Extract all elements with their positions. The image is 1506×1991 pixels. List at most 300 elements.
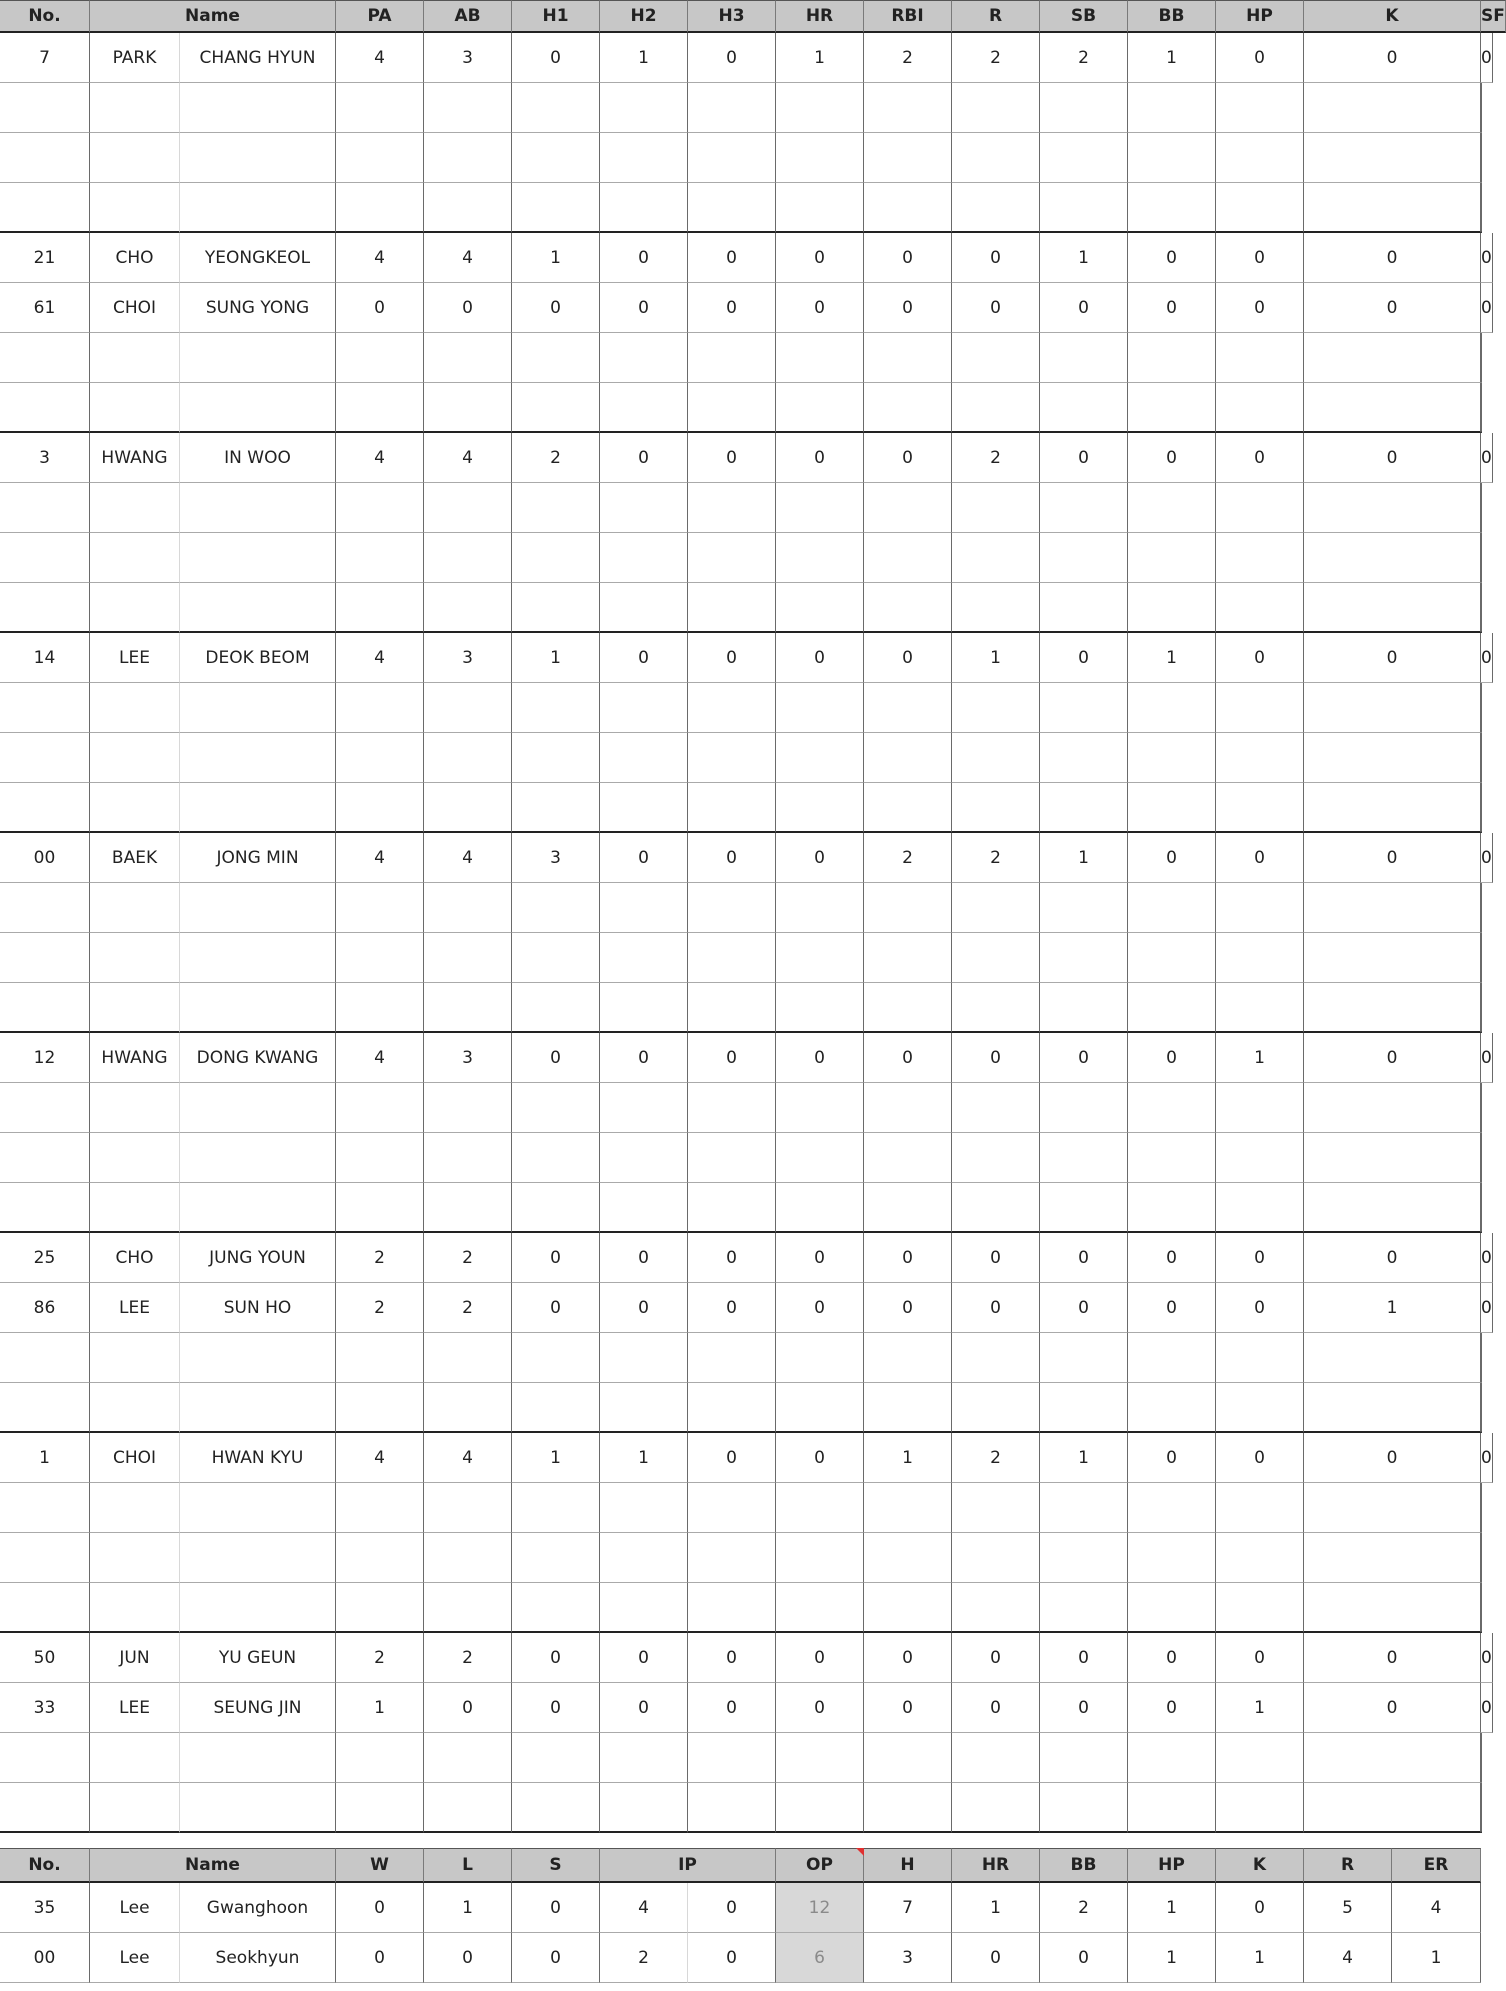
stat-hp: 0 — [1216, 283, 1304, 333]
stat-pa — [336, 583, 424, 633]
stat-pa — [336, 1333, 424, 1383]
stat-h2 — [600, 1733, 688, 1783]
stat-h1: 0 — [512, 1033, 600, 1083]
stat-ab — [424, 1133, 512, 1183]
player-last-name — [90, 583, 180, 633]
stat-r — [952, 133, 1040, 183]
stat-bb — [1128, 183, 1216, 233]
stat-hp — [1216, 1583, 1304, 1633]
stat-hr — [776, 1483, 864, 1533]
stat-hr — [776, 83, 864, 133]
stat-h2 — [600, 1783, 688, 1833]
player-last-name: CHO — [90, 1233, 180, 1283]
player-last-name: LEE — [90, 633, 180, 683]
stat-bb — [1128, 1183, 1216, 1233]
stat-r — [952, 1183, 1040, 1233]
stat-sb: 0 — [1040, 1283, 1128, 1333]
stat-rbi — [864, 1183, 952, 1233]
player-first-name — [180, 1133, 336, 1183]
stat-sf: 0 — [1481, 1683, 1493, 1733]
stat-h2 — [600, 883, 688, 933]
stat-r — [952, 1483, 1040, 1533]
stat-hr — [776, 533, 864, 583]
stat-h2: 0 — [600, 1683, 688, 1733]
stat-hr — [776, 333, 864, 383]
stat-s: 0 — [512, 1933, 600, 1983]
player-last-name — [90, 783, 180, 833]
stat-h2 — [600, 1533, 688, 1583]
stat-hr — [776, 1383, 864, 1433]
stat-h1 — [512, 183, 600, 233]
stat-sb: 0 — [1040, 1233, 1128, 1283]
stat-pa — [336, 333, 424, 383]
stat-ab — [424, 1533, 512, 1583]
stat-hp — [1216, 733, 1304, 783]
stat-ab — [424, 533, 512, 583]
stat-r — [952, 383, 1040, 433]
stat-ab — [424, 383, 512, 433]
header-k: K — [1304, 0, 1481, 33]
stat-ab — [424, 983, 512, 1033]
stat-pa — [336, 1533, 424, 1583]
stat-sf: 0 — [1481, 1233, 1493, 1283]
stat-k — [1304, 333, 1481, 383]
stat-h1 — [512, 1583, 600, 1633]
stat-rbi — [864, 533, 952, 583]
stat-ip-full: 2 — [600, 1933, 688, 1983]
player-number — [0, 733, 90, 783]
stat-h3: 0 — [688, 1633, 776, 1683]
stat-sb — [1040, 883, 1128, 933]
player-first-name — [180, 683, 336, 733]
stat-bb: 0 — [1128, 833, 1216, 883]
stat-ab — [424, 1083, 512, 1133]
stat-sb — [1040, 1583, 1128, 1633]
stat-k — [1304, 683, 1481, 733]
stat-rbi — [864, 1083, 952, 1133]
stat-sf — [1481, 133, 1482, 183]
stat-bb — [1128, 783, 1216, 833]
stat-h3 — [688, 183, 776, 233]
stat-k: 0 — [1304, 283, 1481, 333]
stat-hp: 0 — [1216, 1283, 1304, 1333]
stat-hp — [1216, 983, 1304, 1033]
stat-pa — [336, 533, 424, 583]
stat-sf: 0 — [1481, 833, 1493, 883]
player-number — [0, 1183, 90, 1233]
pitching-header-hp: HP — [1128, 1848, 1216, 1883]
stat-k — [1304, 883, 1481, 933]
stat-ab: 0 — [424, 1683, 512, 1733]
player-number — [0, 883, 90, 933]
player-number: 00 — [0, 833, 90, 883]
player-last-name — [90, 1583, 180, 1633]
player-first-name — [180, 1783, 336, 1833]
stat-hr: 0 — [776, 633, 864, 683]
stat-k — [1304, 783, 1481, 833]
stat-hp — [1216, 333, 1304, 383]
player-last-name — [90, 733, 180, 783]
stat-rbi: 0 — [864, 1683, 952, 1733]
player-number — [0, 1783, 90, 1833]
stat-ab: 4 — [424, 433, 512, 483]
stat-h1: 3 — [512, 833, 600, 883]
stat-h3 — [688, 133, 776, 183]
stat-rbi: 0 — [864, 1033, 952, 1083]
pitching-header-ip: IP — [600, 1848, 776, 1883]
pitching-header-hr: HR — [952, 1848, 1040, 1883]
stat-pa — [336, 683, 424, 733]
stat-h3: 0 — [688, 1283, 776, 1333]
stat-pa — [336, 1383, 424, 1433]
stat-hr — [776, 983, 864, 1033]
stat-pa: 4 — [336, 233, 424, 283]
stat-bb: 2 — [1040, 1883, 1128, 1933]
stat-h1: 0 — [512, 283, 600, 333]
stat-sf — [1481, 1183, 1482, 1233]
header-name: Name — [90, 0, 336, 33]
stat-hr: 1 — [952, 1883, 1040, 1933]
stat-h3 — [688, 783, 776, 833]
stat-rbi — [864, 333, 952, 383]
player-first-name — [180, 1483, 336, 1533]
stat-hp — [1216, 1183, 1304, 1233]
stat-sb — [1040, 1133, 1128, 1183]
stat-rbi — [864, 1383, 952, 1433]
stat-sb — [1040, 83, 1128, 133]
stat-bb: 1 — [1128, 633, 1216, 683]
stat-rbi — [864, 883, 952, 933]
stat-h1 — [512, 483, 600, 533]
stat-sf: 0 — [1481, 233, 1493, 283]
stat-r — [952, 583, 1040, 633]
stat-l: 0 — [424, 1933, 512, 1983]
stat-h2: 0 — [600, 1233, 688, 1283]
stat-sf — [1481, 583, 1482, 633]
stat-hp: 1 — [1216, 1033, 1304, 1083]
stat-pa — [336, 783, 424, 833]
player-number — [0, 1733, 90, 1783]
stat-ab — [424, 1483, 512, 1533]
stat-h2: 1 — [600, 1433, 688, 1483]
player-number: 33 — [0, 1683, 90, 1733]
stat-h1: 1 — [512, 633, 600, 683]
player-first-name — [180, 983, 336, 1033]
stat-h1 — [512, 933, 600, 983]
stat-ab: 2 — [424, 1633, 512, 1683]
player-number — [0, 933, 90, 983]
stat-k — [1304, 1733, 1481, 1783]
stat-hr — [776, 933, 864, 983]
stat-k — [1304, 1783, 1481, 1833]
stat-hr — [776, 133, 864, 183]
player-last-name: BAEK — [90, 833, 180, 883]
stat-sf — [1481, 1383, 1482, 1433]
stat-h2: 0 — [600, 1033, 688, 1083]
player-last-name: CHOI — [90, 283, 180, 333]
stat-rbi — [864, 1133, 952, 1183]
player-first-name: SUNG YONG — [180, 283, 336, 333]
stat-h2 — [600, 733, 688, 783]
stat-pa — [336, 83, 424, 133]
stat-r — [952, 883, 1040, 933]
stat-hp — [1216, 883, 1304, 933]
stat-pa: 0 — [336, 283, 424, 333]
stat-bb — [1128, 1333, 1216, 1383]
stat-sb: 1 — [1040, 833, 1128, 883]
stat-bb — [1128, 1083, 1216, 1133]
stat-bb: 0 — [1128, 1683, 1216, 1733]
stat-ab — [424, 583, 512, 633]
stat-sf — [1481, 83, 1482, 133]
player-first-name: YU GEUN — [180, 1633, 336, 1683]
player-number — [0, 683, 90, 733]
stat-rbi — [864, 1583, 952, 1633]
stat-ab — [424, 1583, 512, 1633]
stat-hp: 0 — [1216, 833, 1304, 883]
player-first-name — [180, 533, 336, 583]
stat-rbi — [864, 183, 952, 233]
stat-rbi — [864, 583, 952, 633]
stat-h2 — [600, 183, 688, 233]
stat-h1: 0 — [512, 1633, 600, 1683]
stat-h2 — [600, 483, 688, 533]
stat-pa — [336, 383, 424, 433]
stat-sb: 0 — [1040, 1683, 1128, 1733]
stat-sb — [1040, 933, 1128, 983]
stat-ab — [424, 483, 512, 533]
player-last-name — [90, 933, 180, 983]
stat-rbi — [864, 483, 952, 533]
stat-k — [1304, 483, 1481, 533]
stat-hp: 1 — [1216, 1683, 1304, 1733]
stat-pa — [336, 933, 424, 983]
stat-r — [952, 1583, 1040, 1633]
stat-sb: 0 — [1040, 1033, 1128, 1083]
stat-h2 — [600, 1133, 688, 1183]
stat-hp — [1216, 583, 1304, 633]
stat-h1 — [512, 1783, 600, 1833]
stat-h1: 1 — [512, 233, 600, 283]
stat-bb — [1128, 1133, 1216, 1183]
stat-pa — [336, 883, 424, 933]
stat-pa: 4 — [336, 433, 424, 483]
player-number: 3 — [0, 433, 90, 483]
header-ab: AB — [424, 0, 512, 33]
pitching-header-name: Name — [90, 1848, 336, 1883]
stat-h1 — [512, 1133, 600, 1183]
stat-r: 0 — [952, 1233, 1040, 1283]
stat-rbi — [864, 383, 952, 433]
stat-hp — [1216, 83, 1304, 133]
stat-bb — [1128, 533, 1216, 583]
pitcher-first-name: Gwanghoon — [180, 1883, 336, 1933]
stat-sb — [1040, 1333, 1128, 1383]
stat-r: 0 — [952, 1633, 1040, 1683]
stat-pa — [336, 1783, 424, 1833]
stat-k: 0 — [1304, 33, 1481, 83]
stat-pa: 4 — [336, 1433, 424, 1483]
stat-bb — [1128, 883, 1216, 933]
player-last-name — [90, 333, 180, 383]
stat-h1: 1 — [512, 1433, 600, 1483]
stat-h2 — [600, 1383, 688, 1433]
player-first-name: JUNG YOUN — [180, 1233, 336, 1283]
stat-h1 — [512, 733, 600, 783]
stat-r — [952, 533, 1040, 583]
stat-k — [1304, 1333, 1481, 1383]
stat-rbi: 0 — [864, 433, 952, 483]
stat-sf — [1481, 1133, 1482, 1183]
stat-h3 — [688, 933, 776, 983]
stat-r: 0 — [952, 233, 1040, 283]
player-last-name — [90, 683, 180, 733]
stat-ab — [424, 183, 512, 233]
stat-bb: 0 — [1040, 1933, 1128, 1983]
stat-sb — [1040, 533, 1128, 583]
player-number: 7 — [0, 33, 90, 83]
stat-sf: 0 — [1481, 633, 1493, 683]
stat-ab: 3 — [424, 33, 512, 83]
stat-h3 — [688, 1583, 776, 1633]
player-last-name — [90, 1733, 180, 1783]
stat-hr — [776, 1783, 864, 1833]
stat-r — [952, 933, 1040, 983]
player-last-name — [90, 883, 180, 933]
stat-ip-fraction: 0 — [688, 1933, 776, 1983]
stat-ab — [424, 1733, 512, 1783]
stat-k — [1304, 933, 1481, 983]
stat-ip-full: 4 — [600, 1883, 688, 1933]
stat-h1 — [512, 783, 600, 833]
stat-ab — [424, 883, 512, 933]
player-number — [0, 533, 90, 583]
header-rbi: RBI — [864, 0, 952, 33]
player-number: 21 — [0, 233, 90, 283]
player-last-name — [90, 183, 180, 233]
stat-k — [1304, 83, 1481, 133]
stat-hr: 0 — [776, 1233, 864, 1283]
stat-bb — [1128, 1733, 1216, 1783]
stat-hp: 1 — [1128, 1933, 1216, 1983]
stat-k — [1304, 983, 1481, 1033]
player-first-name: HWAN KYU — [180, 1433, 336, 1483]
stat-hp: 0 — [1216, 1433, 1304, 1483]
stat-r — [952, 983, 1040, 1033]
stat-k: 0 — [1304, 1683, 1481, 1733]
stat-bb — [1128, 1783, 1216, 1833]
stat-h2: 1 — [600, 33, 688, 83]
stat-sb — [1040, 183, 1128, 233]
stat-ip-fraction: 0 — [688, 1883, 776, 1933]
player-number: 14 — [0, 633, 90, 683]
player-first-name — [180, 1083, 336, 1133]
stat-hr — [776, 1183, 864, 1233]
stat-rbi — [864, 1483, 952, 1533]
stat-bb — [1128, 333, 1216, 383]
player-number — [0, 383, 90, 433]
stat-hr — [776, 683, 864, 733]
stat-h1 — [512, 583, 600, 633]
stat-ab: 2 — [424, 1233, 512, 1283]
stat-sf: 0 — [1481, 433, 1493, 483]
stat-sb: 0 — [1040, 283, 1128, 333]
pitcher-first-name: Seokhyun — [180, 1933, 336, 1983]
stat-hp — [1216, 1333, 1304, 1383]
stat-h3: 0 — [688, 833, 776, 883]
stat-sb — [1040, 1533, 1128, 1583]
stat-h2: 0 — [600, 1633, 688, 1683]
stat-op: 12 — [776, 1883, 864, 1933]
stat-r: 0 — [952, 1283, 1040, 1333]
pitcher-last-name: Lee — [90, 1883, 180, 1933]
stat-h3 — [688, 83, 776, 133]
player-number — [0, 1383, 90, 1433]
header-bb: BB — [1128, 0, 1216, 33]
stat-ab — [424, 933, 512, 983]
stat-k — [1304, 1483, 1481, 1533]
stat-r — [952, 1083, 1040, 1133]
stat-ab — [424, 733, 512, 783]
stat-ab — [424, 1783, 512, 1833]
stat-rbi: 2 — [864, 833, 952, 883]
stat-h3 — [688, 883, 776, 933]
stat-h2 — [600, 1183, 688, 1233]
stat-sf — [1481, 933, 1482, 983]
stat-sf — [1481, 383, 1482, 433]
stat-bb: 0 — [1128, 1633, 1216, 1683]
stat-sb — [1040, 1483, 1128, 1533]
stat-h1: 0 — [512, 1233, 600, 1283]
pitching-header-bb: BB — [1040, 1848, 1128, 1883]
stat-h3 — [688, 1183, 776, 1233]
stat-k: 0 — [1304, 1233, 1481, 1283]
stat-sf — [1481, 683, 1482, 733]
stat-h2: 0 — [600, 283, 688, 333]
player-first-name — [180, 1383, 336, 1433]
stat-sb — [1040, 333, 1128, 383]
player-last-name — [90, 1133, 180, 1183]
stat-hr — [776, 483, 864, 533]
player-last-name — [90, 1483, 180, 1533]
player-first-name — [180, 1183, 336, 1233]
stat-r: 0 — [952, 1033, 1040, 1083]
stat-hp: 0 — [1216, 433, 1304, 483]
stat-r — [952, 1733, 1040, 1783]
player-first-name — [180, 883, 336, 933]
stat-hr: 0 — [776, 1633, 864, 1683]
stat-h3 — [688, 383, 776, 433]
player-first-name: YEONGKEOL — [180, 233, 336, 283]
stat-hr — [776, 1133, 864, 1183]
player-number — [0, 983, 90, 1033]
player-first-name — [180, 83, 336, 133]
pitching-header-w: W — [336, 1848, 424, 1883]
stat-hp — [1216, 1083, 1304, 1133]
stat-sf — [1481, 983, 1482, 1033]
stat-h1 — [512, 83, 600, 133]
stat-rbi: 2 — [864, 33, 952, 83]
pitcher-number: 35 — [0, 1883, 90, 1933]
stat-h3: 0 — [688, 33, 776, 83]
header-pa: PA — [336, 0, 424, 33]
stat-sb — [1040, 1783, 1128, 1833]
stat-sf — [1481, 1533, 1482, 1583]
player-last-name — [90, 383, 180, 433]
stat-rbi: 0 — [864, 1283, 952, 1333]
stat-ab — [424, 83, 512, 133]
stat-hr — [776, 733, 864, 783]
